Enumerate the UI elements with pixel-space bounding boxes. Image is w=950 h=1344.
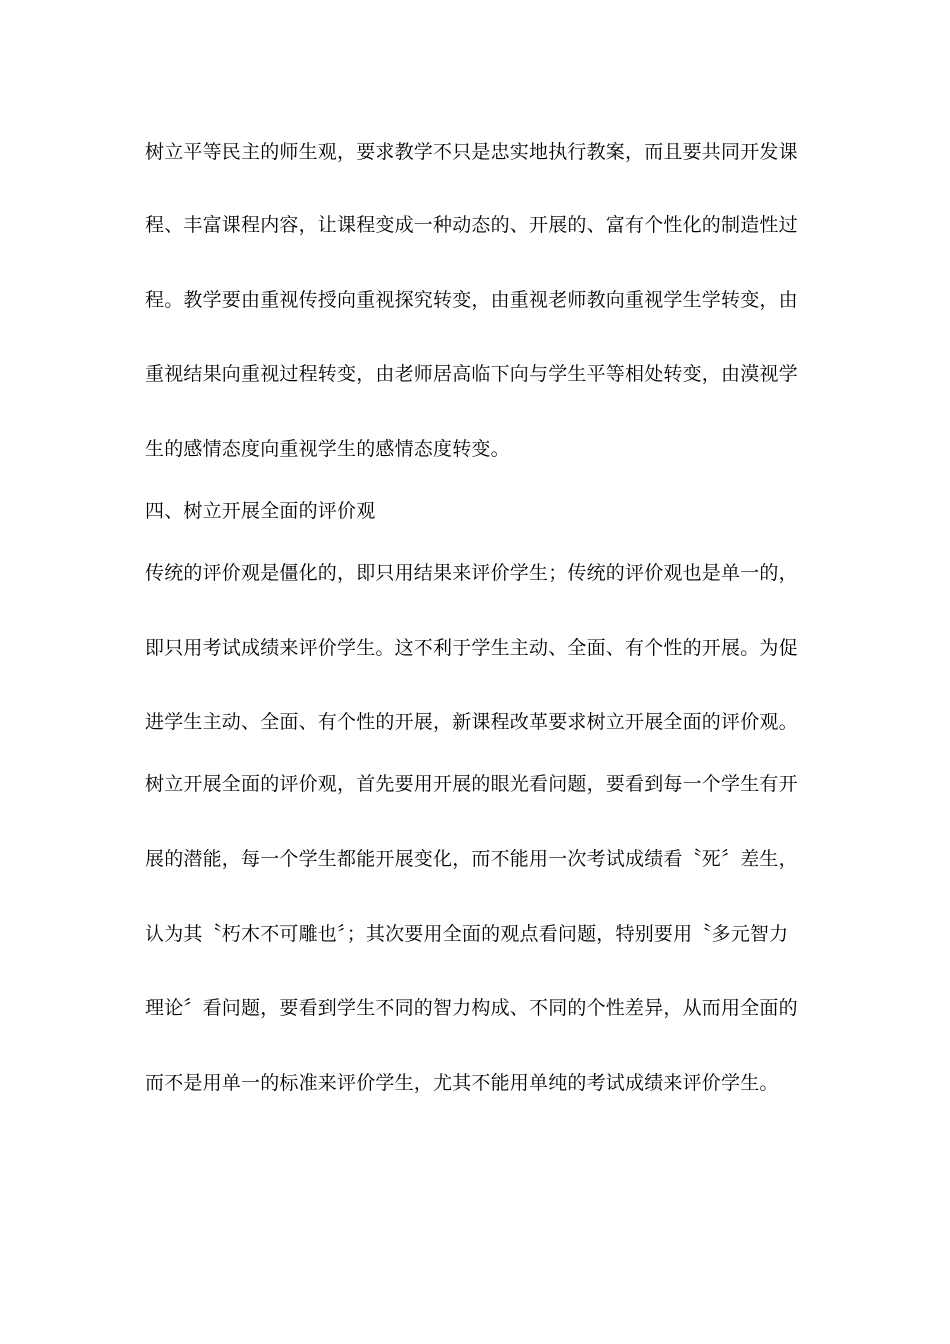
paragraph-line: 理论〞看问题，要看到学生不同的智力构成、不同的个性差异，从而用全面的 — [145, 997, 798, 1019]
paragraph-line: 而不是用单一的标准来评价学生，尤其不能用单纯的考试成绩来评价学生。 — [145, 1072, 779, 1094]
paragraph-line: 程。教学要由重视传授向重视探究转变，由重视老师教向重视学生学转变，由 — [145, 289, 798, 311]
paragraph-line: 重视结果向重视过程转变，由老师居高临下向与学生平等相处转变，由漠视学 — [145, 363, 798, 385]
paragraph-line: 即只用考试成绩来评价学生。这不利于学生主动、全面、有个性的开展。为促 — [145, 637, 798, 659]
paragraph-line: 展的潜能，每一个学生都能开展变化，而不能用一次考试成绩看〝死〞差生， — [145, 848, 798, 870]
paragraph-line: 树立开展全面的评价观，首先要用开展的眼光看问题，要看到每一个学生有开 — [145, 773, 798, 795]
paragraph-line: 进学生主动、全面、有个性的开展，新课程改革要求树立开展全面的评价观。 — [145, 711, 798, 733]
paragraph-line: 传统的评价观是僵化的，即只用结果来评价学生；传统的评价观也是单一的， — [145, 562, 798, 584]
paragraph-line: 树立平等民主的师生观，要求教学不只是忠实地执行教案，而且要共同开发课 — [145, 141, 798, 163]
paragraph-line: 程、丰富课程内容，让课程变成一种动态的、开展的、富有个性化的制造性过 — [145, 214, 798, 236]
section-heading: 四、树立开展全面的评价观 — [145, 500, 376, 522]
paragraph-line: 认为其〝朽木不可雕也〞；其次要用全面的观点看问题，特别要用〝多元智力 — [145, 923, 789, 945]
paragraph-line: 生的感情态度向重视学生的感情态度转变。 — [145, 438, 510, 460]
